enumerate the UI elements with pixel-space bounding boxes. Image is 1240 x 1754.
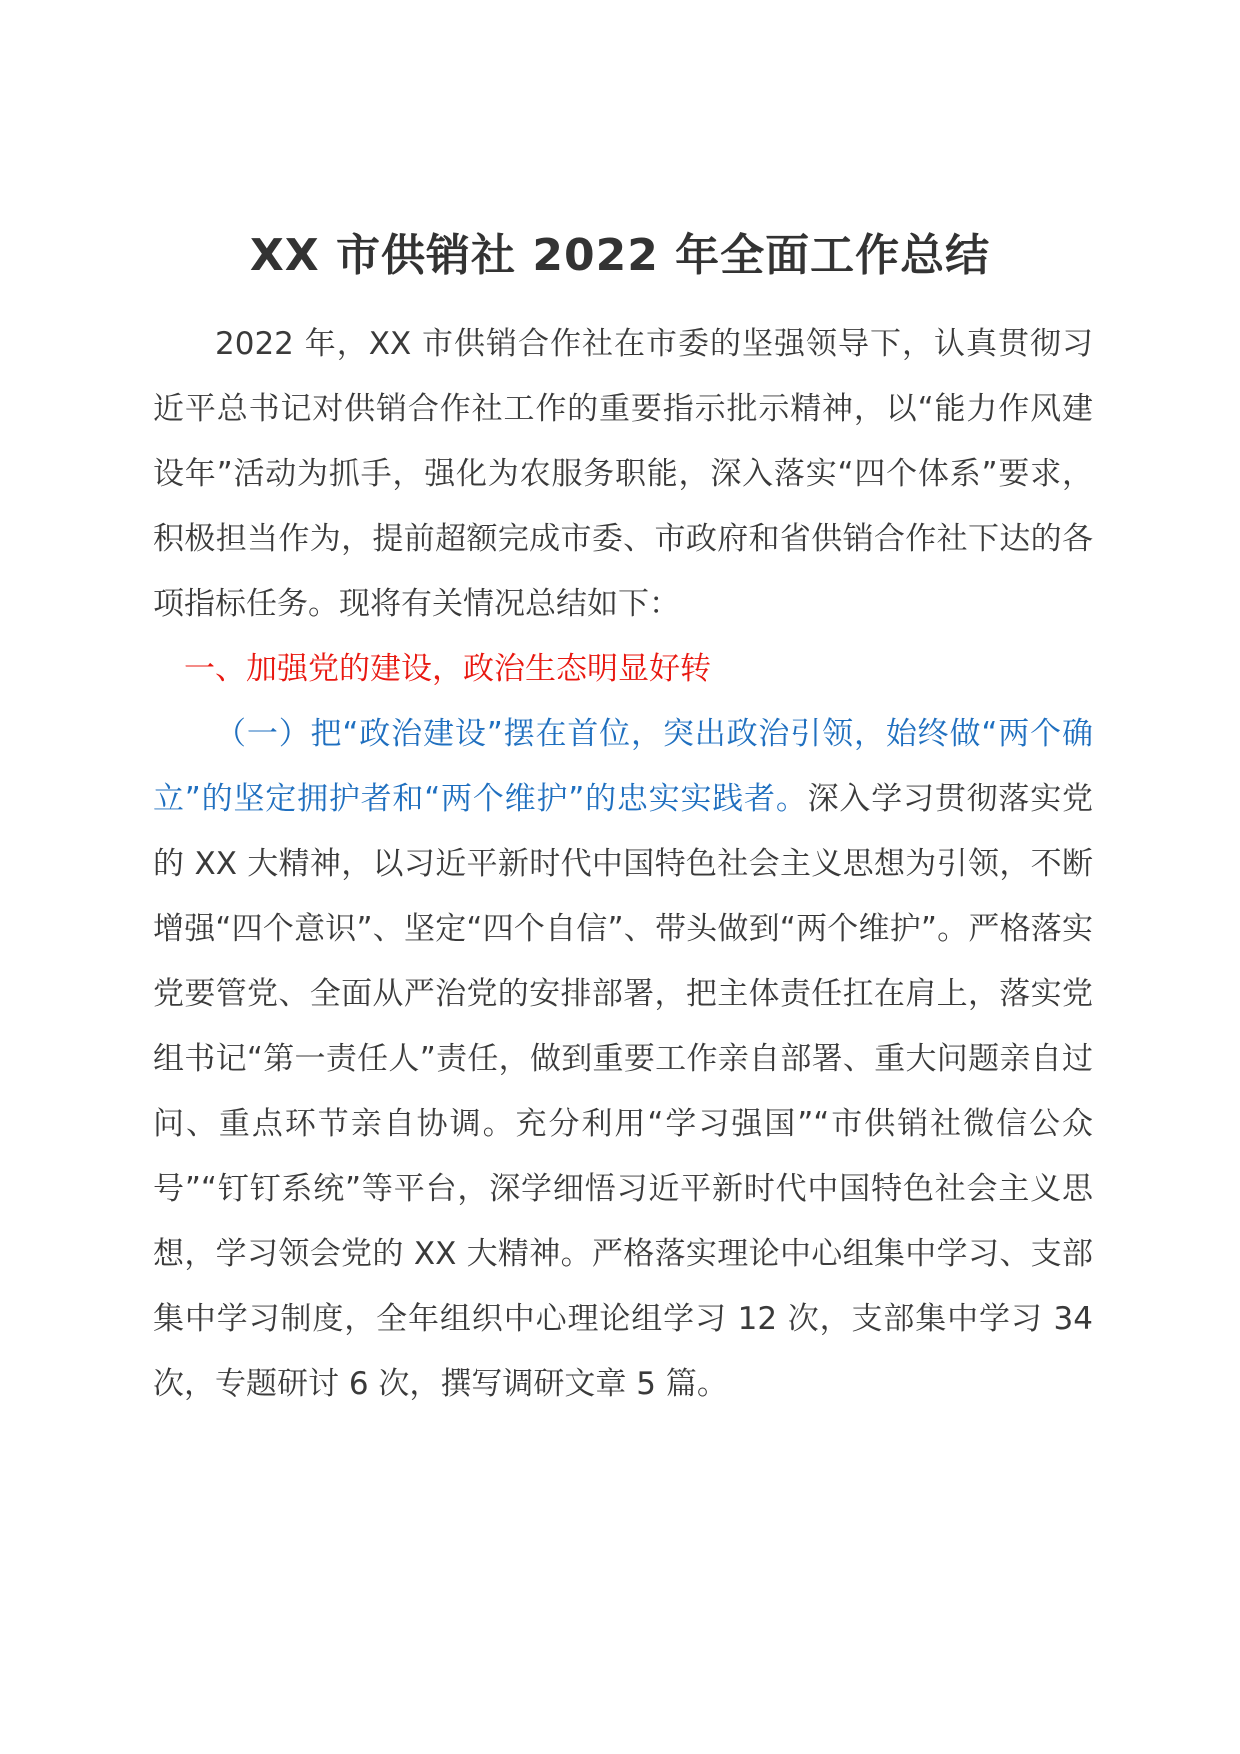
- section-heading-1: 一、加强党的建设，政治生态明显好转: [184, 651, 711, 687]
- document-body: [153, 312, 1093, 1417]
- document-title: XX 市供销社 2022 年全面工作总结: [249, 230, 991, 281]
- subsection-heading-1: （一）把“政治建设”摆在首位，突出政治引领，始终做“两个确立”的坚定拥护者和“两个维护”的忠实实践者。: [153, 716, 1093, 817]
- intro-paragraph: 2022 年，XX 市供销合作社在市委的坚强领导下，认真贯彻习近平总书记对供销合作社工作的重要指示批示精神，以“能力作风建设年”活动为抓手，强化为农服务职能，深入落实“四个体系”要求，积极担当作为，提前超额完成市委、市政府和省供销合作社下达的各项指标任务。现将有关情况总结如下：: [153, 326, 1093, 622]
- subsection-body-1: 深入学习贯彻落实党的 XX 大精神，以习近平新时代中国特色社会主义思想为引领，不断增强“四个意识”、坚定“四个自信”、带头做到“两个维护”。严格落实党要管党、全面从严治党的安排部署，把主体责任扛在肩上，落实党组书记“第一责任人”责任，做到重要工作亲自部署、重大问题亲自过问、重点环节亲自协调。充分利用“学习强国”“市供销社微信公众号”“钉钉系统”等平台，深学细悟习近平新时代中国特色社会主义思想，学习领会党的 XX 大精神。严格落实理论中心组集中学习、支部集中学习制度，全年组织中心理论组学习 12 次，支部集中学习 34 次，专题研讨 6 次，撰写调研文章 5 篇。: [153, 781, 1093, 1402]
- subsection-paragraph-1: [153, 702, 1093, 1417]
